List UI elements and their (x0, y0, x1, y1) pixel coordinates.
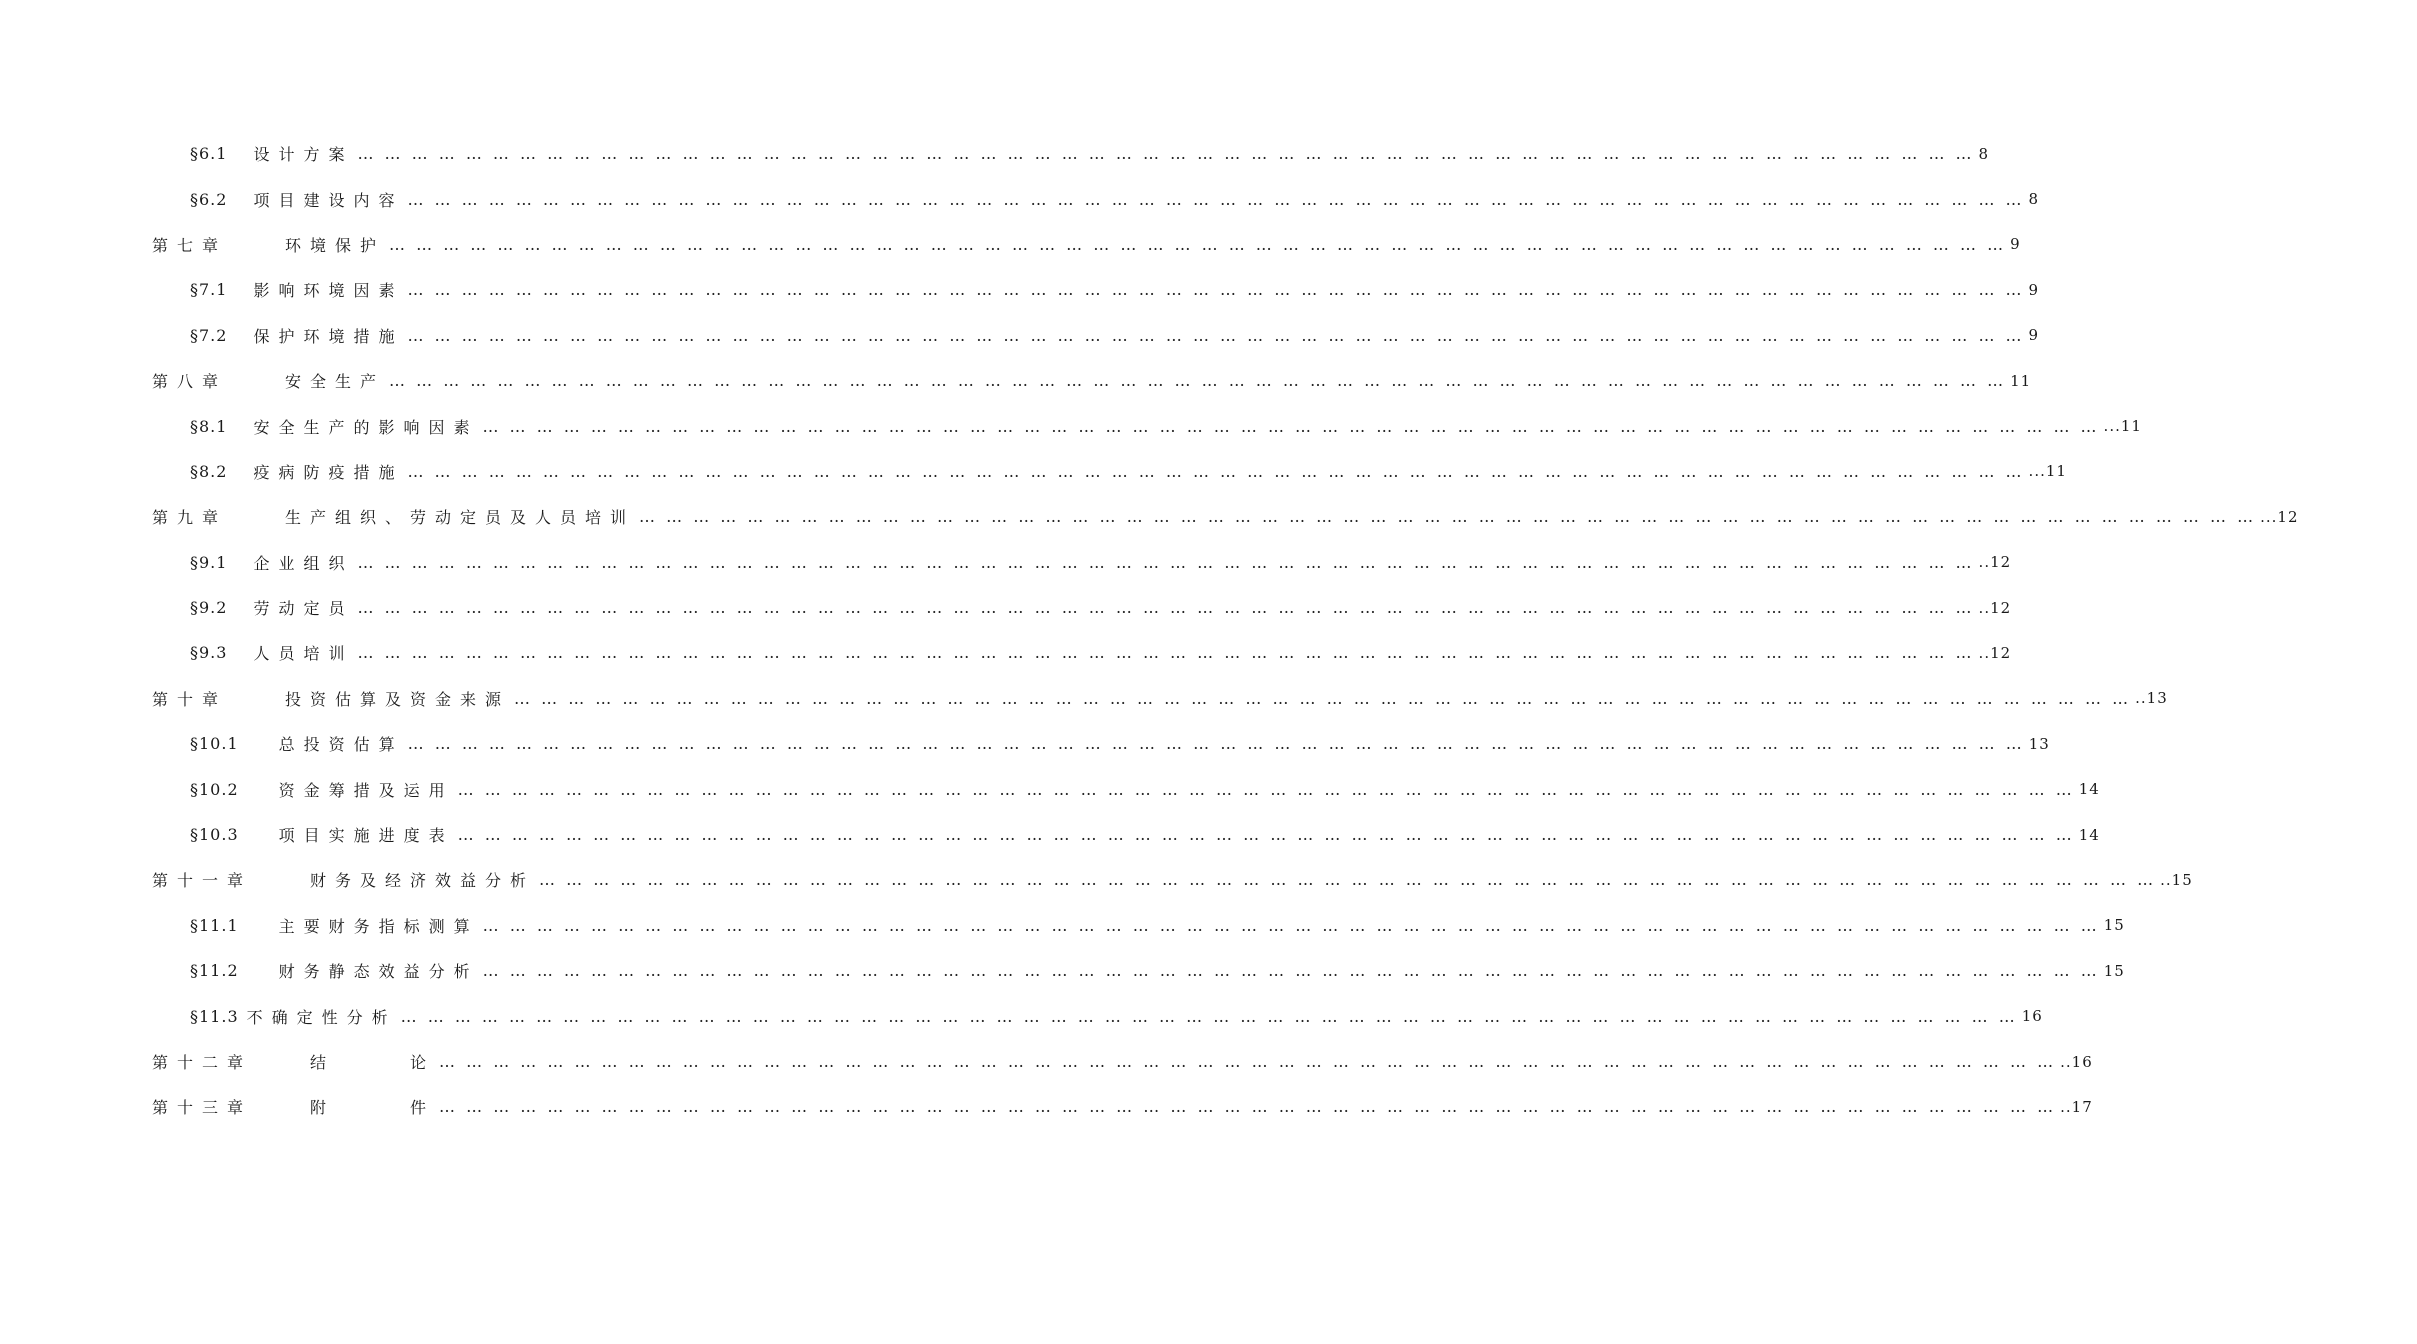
toc-page-number: 14 (2078, 780, 2100, 799)
toc-section-title: 资金筹措及运用 (278, 780, 454, 800)
toc-page-number: ..15 (2160, 870, 2193, 889)
toc-section-title: 劳动定员 (253, 599, 354, 619)
toc-chapter-number: 第九章 (152, 508, 228, 528)
toc-section-number: §9.2 (190, 598, 228, 618)
toc-entry[interactable] (0, 1084, 2093, 1129)
toc-page-number: ..12 (1978, 643, 2012, 662)
toc-page-number: 11 (2010, 371, 2032, 390)
toc-entry[interactable] (0, 313, 2040, 358)
toc-page-number: ...11 (2028, 462, 2067, 481)
dot-leader: … … … … … … … … … … … … … … … … … … … … … … … … … … … … … … … … … … … … … … … … … … … … … … … … … … … … … … … … … … … … (457, 825, 2075, 845)
toc-page-number: 13 (2028, 734, 2050, 753)
toc-chapter-number: 第十章 (152, 689, 228, 709)
toc-page-number: ...12 (2260, 507, 2299, 526)
toc-section-number: §7.2 (190, 325, 228, 345)
toc-entry[interactable] (0, 222, 2021, 267)
toc-section-number: §10.2 (190, 779, 239, 799)
toc-section-title: 不确定性分析 (246, 1007, 397, 1027)
dot-leader: … … … … … … … … … … … … … … … … … … … … … … … … … … … … … … … … … … … … … … … … … … … … … … … … … … … … … … … … … … … … (357, 552, 1975, 572)
toc-section-title: 主要财务指标测算 (278, 916, 479, 936)
toc-section-number: §10.1 (190, 734, 239, 754)
toc-section-number: §7.1 (190, 280, 228, 300)
toc-page-number: ..12 (1978, 553, 2012, 572)
dot-leader: … … … … … … … … … … … … … … … … … … … … … … … … … … … … … … … … … … … … … … … … … … … … … … … … … … … … … … … … … … … … (482, 961, 2100, 981)
toc-section-number: §6.1 (190, 144, 228, 164)
dot-leader: … … … … … … … … … … … … … … … … … … … … … … … … … … … … … … … … … … … … … … … … … … … … … … … … … … … … … … … … … … … … (407, 280, 2025, 300)
toc-section-number: §11.3 (190, 1006, 239, 1026)
toc-entry[interactable] (0, 676, 2168, 721)
toc-section-title: 安全生产的影响因素 (253, 417, 479, 437)
toc-page-number: 16 (2021, 1007, 2043, 1026)
toc-chapter-number: 第十三章 (152, 1098, 253, 1118)
toc-chapter-title: 结 论 (310, 1053, 436, 1072)
toc-section-title: 项目实施进度表 (278, 826, 454, 846)
dot-leader: … … … … … … … … … … … … … … … … … … … … … … … … … … … … … … … … … … … … … … … … … … … … … … … … … … … … … … … … … … … … (639, 507, 2257, 527)
toc-chapter-title: 附 件 (310, 1098, 436, 1118)
toc-entry[interactable] (0, 857, 2193, 902)
toc-section-number: §11.1 (190, 915, 239, 935)
toc-entry[interactable] (0, 540, 2012, 585)
toc-page-number: 15 (2103, 916, 2125, 935)
dot-leader: … … … … … … … … … … … … … … … … … … … … … … … … … … … … … … … … … … … … … … … … … … … … … … … … … … … … … … … … … … … … (357, 144, 1975, 164)
table-of-contents (0, 131, 2299, 1130)
toc-page-number: 14 (2078, 825, 2100, 844)
toc-chapter-number: 第十二章 (152, 1053, 253, 1072)
toc-section-number: §9.3 (190, 643, 228, 663)
toc-entry[interactable] (0, 993, 2043, 1038)
toc-chapter-title: 生产组织、劳动定员及人员培训 (285, 508, 636, 528)
toc-chapter-title: 环境保护 (285, 235, 386, 255)
toc-entry[interactable] (0, 766, 2100, 811)
toc-page-number: 8 (2028, 190, 2040, 209)
dot-leader: … … … … … … … … … … … … … … … … … … … … … … … … … … … … … … … … … … … … … … … … … … … … … … … … … … … … … … … … … … … … (389, 371, 2007, 391)
dot-leader: … … … … … … … … … … … … … … … … … … … … … … … … … … … … … … … … … … … … … … … … … … … … … … … … … … … … … … … … … … … … (439, 1052, 2057, 1071)
dot-leader: … … … … … … … … … … … … … … … … … … … … … … … … … … … … … … … … … … … … … … … … … … … … … … … … … … … … … … … … … … … … (539, 870, 2157, 890)
toc-entry[interactable] (0, 721, 2050, 766)
dot-leader: … … … … … … … … … … … … … … … … … … … … … … … … … … … … … … … … … … … … … … … … … … … … … … … … … … … … … … … … … … … … (407, 325, 2025, 345)
toc-section-number: §8.2 (190, 461, 228, 481)
dot-leader: … … … … … … … … … … … … … … … … … … … … … … … … … … … … … … … … … … … … … … … … … … … … … … … … … … … … … … … … … … … … (389, 234, 2007, 254)
dot-leader: … … … … … … … … … … … … … … … … … … … … … … … … … … … … … … … … … … … … … … … … … … … … … … … … … … … … … … … … … … … … (357, 643, 1975, 663)
toc-page-number: 8 (1978, 144, 1990, 163)
toc-section-title: 企业组织 (253, 553, 354, 573)
toc-chapter-title: 安全生产 (285, 372, 386, 392)
toc-entry[interactable] (0, 358, 2032, 403)
toc-entry[interactable] (0, 176, 2040, 221)
toc-entry[interactable] (0, 494, 2299, 539)
toc-section-title: 人员培训 (253, 644, 354, 664)
toc-chapter-number: 第七章 (152, 235, 228, 255)
toc-page-number: ..16 (2060, 1052, 2093, 1071)
toc-page-number: ..12 (1978, 598, 2012, 617)
toc-entry[interactable] (0, 403, 2142, 448)
dot-leader: … … … … … … … … … … … … … … … … … … … … … … … … … … … … … … … … … … … … … … … … … … … … … … … … … … … … … … … … … … … … (482, 915, 2100, 935)
toc-section-title: 影响环境因素 (253, 281, 404, 301)
toc-entry[interactable] (0, 1039, 2093, 1084)
toc-page-number: ..17 (2060, 1097, 2093, 1116)
dot-leader: … … … … … … … … … … … … … … … … … … … … … … … … … … … … … … … … … … … … … … … … … … … … … … … … … … … … … … … … … … … … (457, 779, 2075, 799)
toc-entry[interactable] (0, 131, 1990, 176)
toc-section-title: 财务静态效益分析 (278, 962, 479, 982)
toc-chapter-title: 投资估算及资金来源 (285, 689, 511, 709)
toc-section-number: §8.1 (190, 416, 228, 436)
toc-section-title: 疫病防疫措施 (253, 462, 404, 482)
toc-entry[interactable] (0, 812, 2100, 857)
toc-section-number: §11.2 (190, 961, 239, 981)
dot-leader: … … … … … … … … … … … … … … … … … … … … … … … … … … … … … … … … … … … … … … … … … … … … … … … … … … … … … … … … … … … … (357, 598, 1975, 618)
toc-chapter-number: 第十一章 (152, 871, 253, 891)
dot-leader: … … … … … … … … … … … … … … … … … … … … … … … … … … … … … … … … … … … … … … … … … … … … … … … … … … … … … … … … … … … … (439, 1097, 2057, 1117)
toc-section-title: 保护环境措施 (253, 326, 404, 346)
toc-entry[interactable] (0, 449, 2067, 494)
toc-entry[interactable] (0, 903, 2125, 948)
toc-section-title: 设计方案 (253, 145, 354, 165)
toc-entry[interactable] (0, 948, 2125, 993)
toc-entry[interactable] (0, 267, 2040, 312)
toc-section-number: §6.2 (190, 189, 228, 209)
toc-chapter-number: 第八章 (152, 372, 228, 392)
toc-page-number: 9 (2028, 326, 2040, 345)
toc-entry[interactable] (0, 585, 2012, 630)
toc-page-number: 15 (2103, 961, 2125, 980)
toc-section-title: 项目建设内容 (253, 190, 404, 210)
toc-page-number: ..13 (2135, 689, 2168, 708)
toc-page-number: 9 (2028, 280, 2040, 299)
dot-leader: … … … … … … … … … … … … … … … … … … … … … … … … … … … … … … … … … … … … … … … … … … … … … … … … … … … … … … … … … … … … (407, 189, 2025, 209)
toc-chapter-title: 财务及经济效益分析 (310, 871, 536, 891)
toc-section-number: §10.3 (190, 825, 239, 845)
toc-page-number: 9 (2010, 235, 2021, 254)
toc-section-number: §9.1 (190, 552, 228, 572)
dot-leader: … … … … … … … … … … … … … … … … … … … … … … … … … … … … … … … … … … … … … … … … … … … … … … … … … … … … … … … … … … … … (407, 734, 2025, 754)
toc-page-number: ...11 (2103, 417, 2142, 436)
dot-leader: … … … … … … … … … … … … … … … … … … … … … … … … … … … … … … … … … … … … … … … … … … … … … … … … … … … … … … … … … … … … (400, 1006, 2018, 1026)
toc-entry[interactable] (0, 630, 2012, 675)
dot-leader: … … … … … … … … … … … … … … … … … … … … … … … … … … … … … … … … … … … … … … … … … … … … … … … … … … … … … … … … … … … … (407, 461, 2025, 481)
dot-leader: … … … … … … … … … … … … … … … … … … … … … … … … … … … … … … … … … … … … … … … … … … … … … … … … … … … … … … … … … … … … (514, 688, 2132, 708)
dot-leader: … … … … … … … … … … … … … … … … … … … … … … … … … … … … … … … … … … … … … … … … … … … … … … … … … … … … … … … … … … … … (482, 416, 2100, 436)
toc-section-title: 总投资估算 (278, 735, 404, 755)
